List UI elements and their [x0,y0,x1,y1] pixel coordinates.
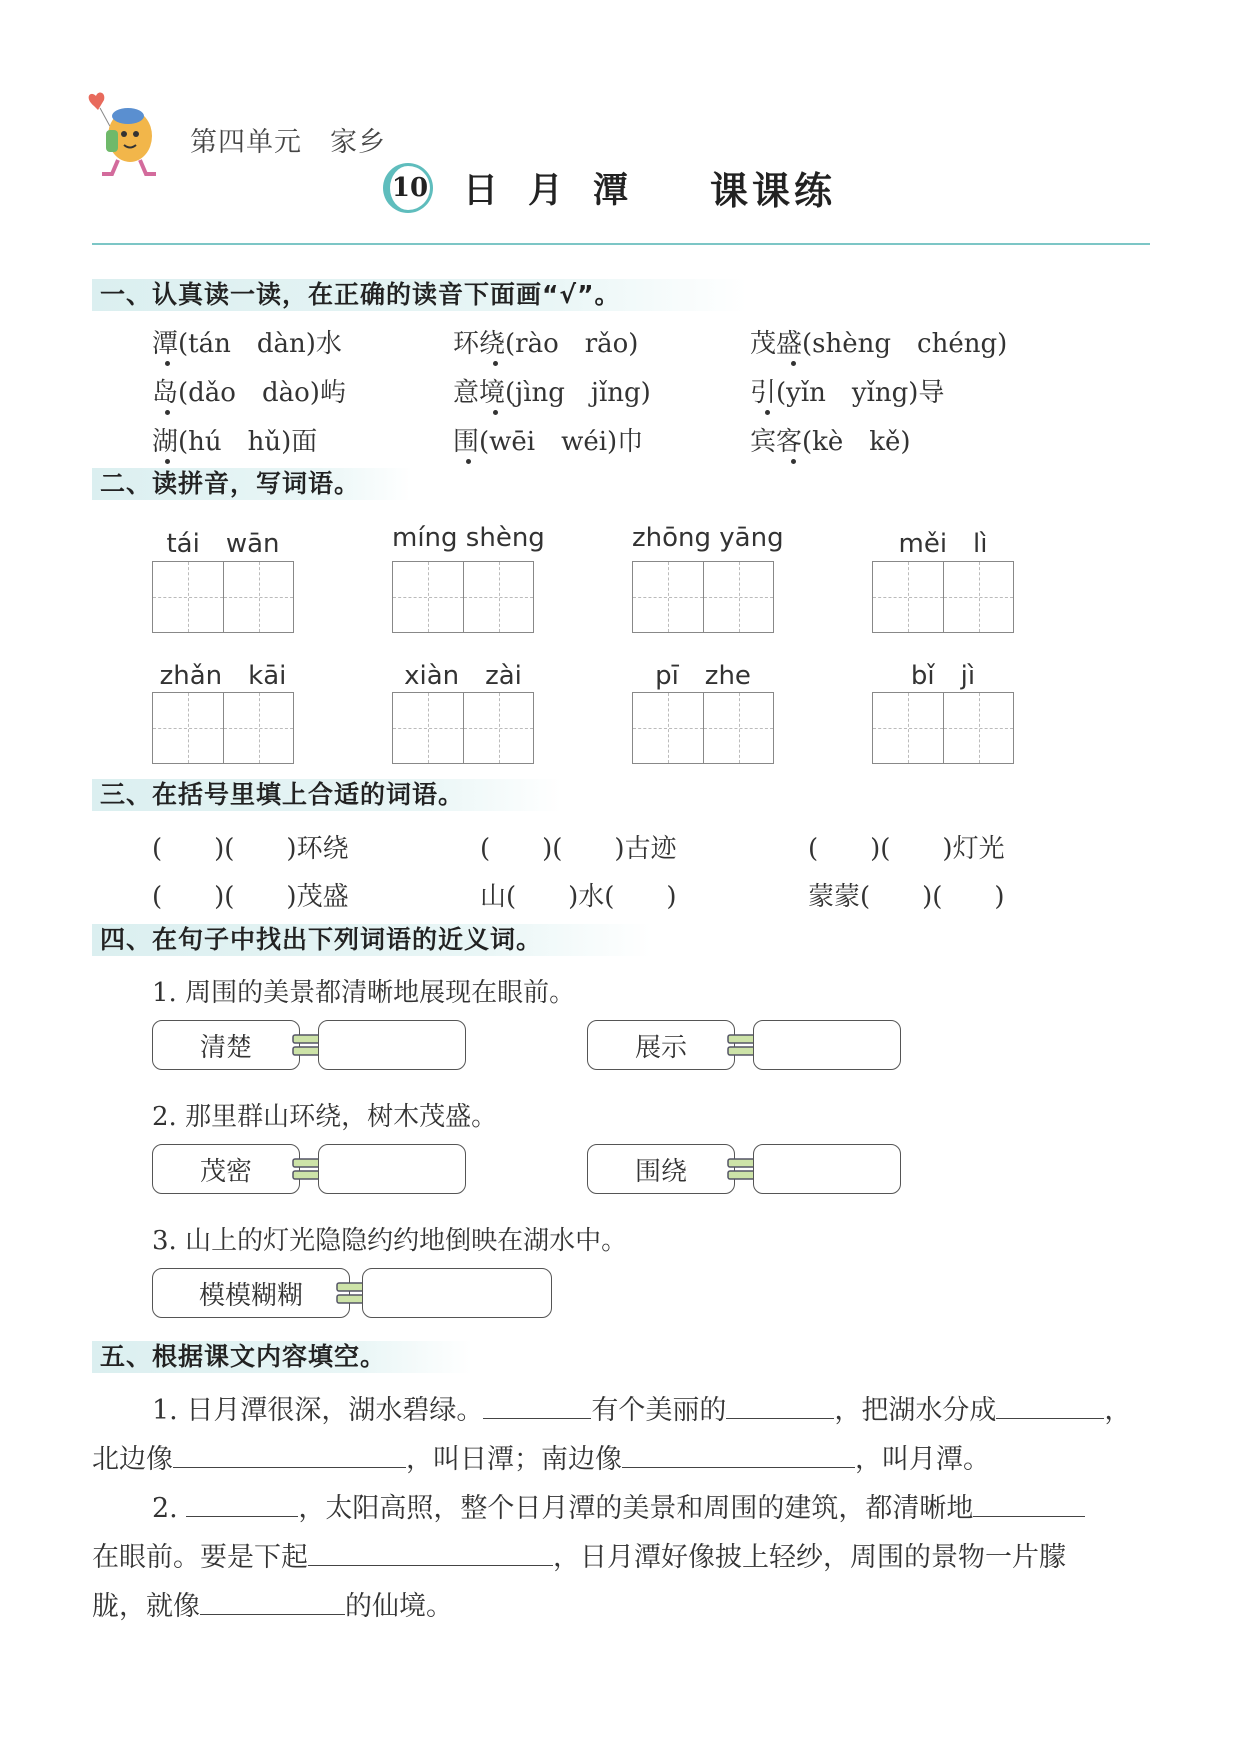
s1-item: 引(yǐn yǐng)导 [750,378,945,408]
emphasis-dot [165,410,170,415]
s1-item: 茂盛(shèng chéng) [750,329,1008,359]
fill-phrase[interactable]: 山( )水( ) [480,882,677,912]
sentence: 3. 山上的灯光隐隐约约地倒映在湖水中。 [152,1226,628,1256]
emphasis-dot [466,459,471,464]
lesson-heading [383,160,836,215]
pinyin-label: zhǎn kāi [159,661,287,691]
fill-paragraph-line: 胧，就像 的仙境。 [92,1584,453,1623]
emphasis-dot [493,410,498,415]
answer-box[interactable] [753,1020,901,1070]
pinyin-label: bǐ jì [910,661,976,691]
word-box: 清楚 [152,1020,300,1070]
emphasis-dot [493,361,498,366]
section-1-title: 一、认真读一读，在正确的读音下面画“√”。 [92,279,747,311]
section-3-title: 三、在括号里填上合适的词语。 [92,779,562,811]
fill-paragraph-line: 2. ，太阳高照，整个日月潭的美景和周围的建筑，都清晰地 [152,1486,1085,1525]
answer-box[interactable] [362,1268,552,1318]
emphasis-dot [791,459,796,464]
fill-phrase[interactable]: ( )( )古迹 [480,834,677,864]
answer-box[interactable] [318,1020,466,1070]
lesson-title: 日月潭 [463,169,659,211]
word-box: 茂密 [152,1144,300,1194]
answer-box[interactable] [753,1144,901,1194]
sentence: 2. 那里群山环绕，树木茂盛。 [152,1102,498,1132]
answer-box[interactable] [318,1144,466,1194]
emphasis-dot [165,459,170,464]
word-box: 模模糊糊 [152,1268,350,1318]
answer-blank[interactable] [200,1588,345,1615]
section-2-title: 二、读拼音，写词语。 [92,468,412,500]
word-box: 围绕 [587,1144,735,1194]
emphasis-dot [765,410,770,415]
answer-blank[interactable] [726,1392,834,1419]
sentence: 1. 周围的美景都清晰地展现在眼前。 [152,978,576,1008]
answer-blank[interactable] [483,1392,591,1419]
fill-phrase[interactable]: ( )( )茂盛 [152,882,349,912]
s1-item: 意境(jìng jǐng) [453,378,651,408]
word-box: 展示 [587,1020,735,1070]
writing-grid[interactable] [392,692,534,764]
s1-item: 岛(dǎo dào)屿 [152,378,346,408]
brand-title: 课课练 [710,169,837,213]
answer-blank[interactable] [622,1441,855,1468]
writing-grid[interactable] [152,692,294,764]
answer-blank[interactable] [996,1392,1104,1419]
fill-paragraph-line: 在眼前。要是下起 ，日月潭好像披上轻纱，周围的景物一片朦 [92,1535,1066,1574]
mascot-illustration [88,90,168,180]
s1-item: 围(wēi wéi)巾 [453,427,644,457]
answer-blank[interactable] [308,1539,553,1566]
pinyin-label: zhōng yāng [632,523,784,553]
writing-grid[interactable] [872,692,1014,764]
lesson-number-badge: 10 [383,163,433,213]
fill-paragraph-line: 北边像 ，叫日潭；南边像 ，叫月潭。 [92,1437,990,1476]
writing-grid[interactable] [152,561,294,633]
pinyin-label: xiàn zài [404,661,522,691]
writing-grid[interactable] [632,561,774,633]
unit-heading: 第四单元 家乡 [190,127,386,158]
pinyin-label: pī zhe [655,661,751,691]
fill-phrase[interactable]: ( )( )灯光 [808,834,1005,864]
fill-phrase[interactable]: ( )( )环绕 [152,834,349,864]
section-4-title: 四、在句子中找出下列词语的近义词。 [92,924,652,956]
pinyin-label: míng shèng [392,523,545,553]
emphasis-dot [165,361,170,366]
section-5-title: 五、根据课文内容填空。 [92,1341,472,1373]
pinyin-label: tái wān [166,529,280,559]
answer-blank[interactable] [186,1490,298,1517]
s1-item: 环绕(rào rǎo) [453,329,639,359]
header-divider [92,243,1150,245]
emphasis-dot [791,361,796,366]
writing-grid[interactable] [872,561,1014,633]
s1-item: 湖(hú hǔ)面 [152,427,318,457]
s1-item: 宾客(kè kě) [750,427,911,457]
writing-grid[interactable] [632,692,774,764]
answer-blank[interactable] [973,1490,1085,1517]
writing-grid[interactable] [392,561,534,633]
pinyin-label: měi lì [898,529,988,559]
fill-phrase[interactable]: 蒙蒙( )( ) [808,882,1005,912]
s1-item: 潭(tán dàn)水 [152,329,342,359]
answer-blank[interactable] [173,1441,406,1468]
fill-paragraph-line: 1. 日月潭很深，湖水碧绿。 有个美丽的 ，把湖水分成 ， [152,1388,1131,1427]
